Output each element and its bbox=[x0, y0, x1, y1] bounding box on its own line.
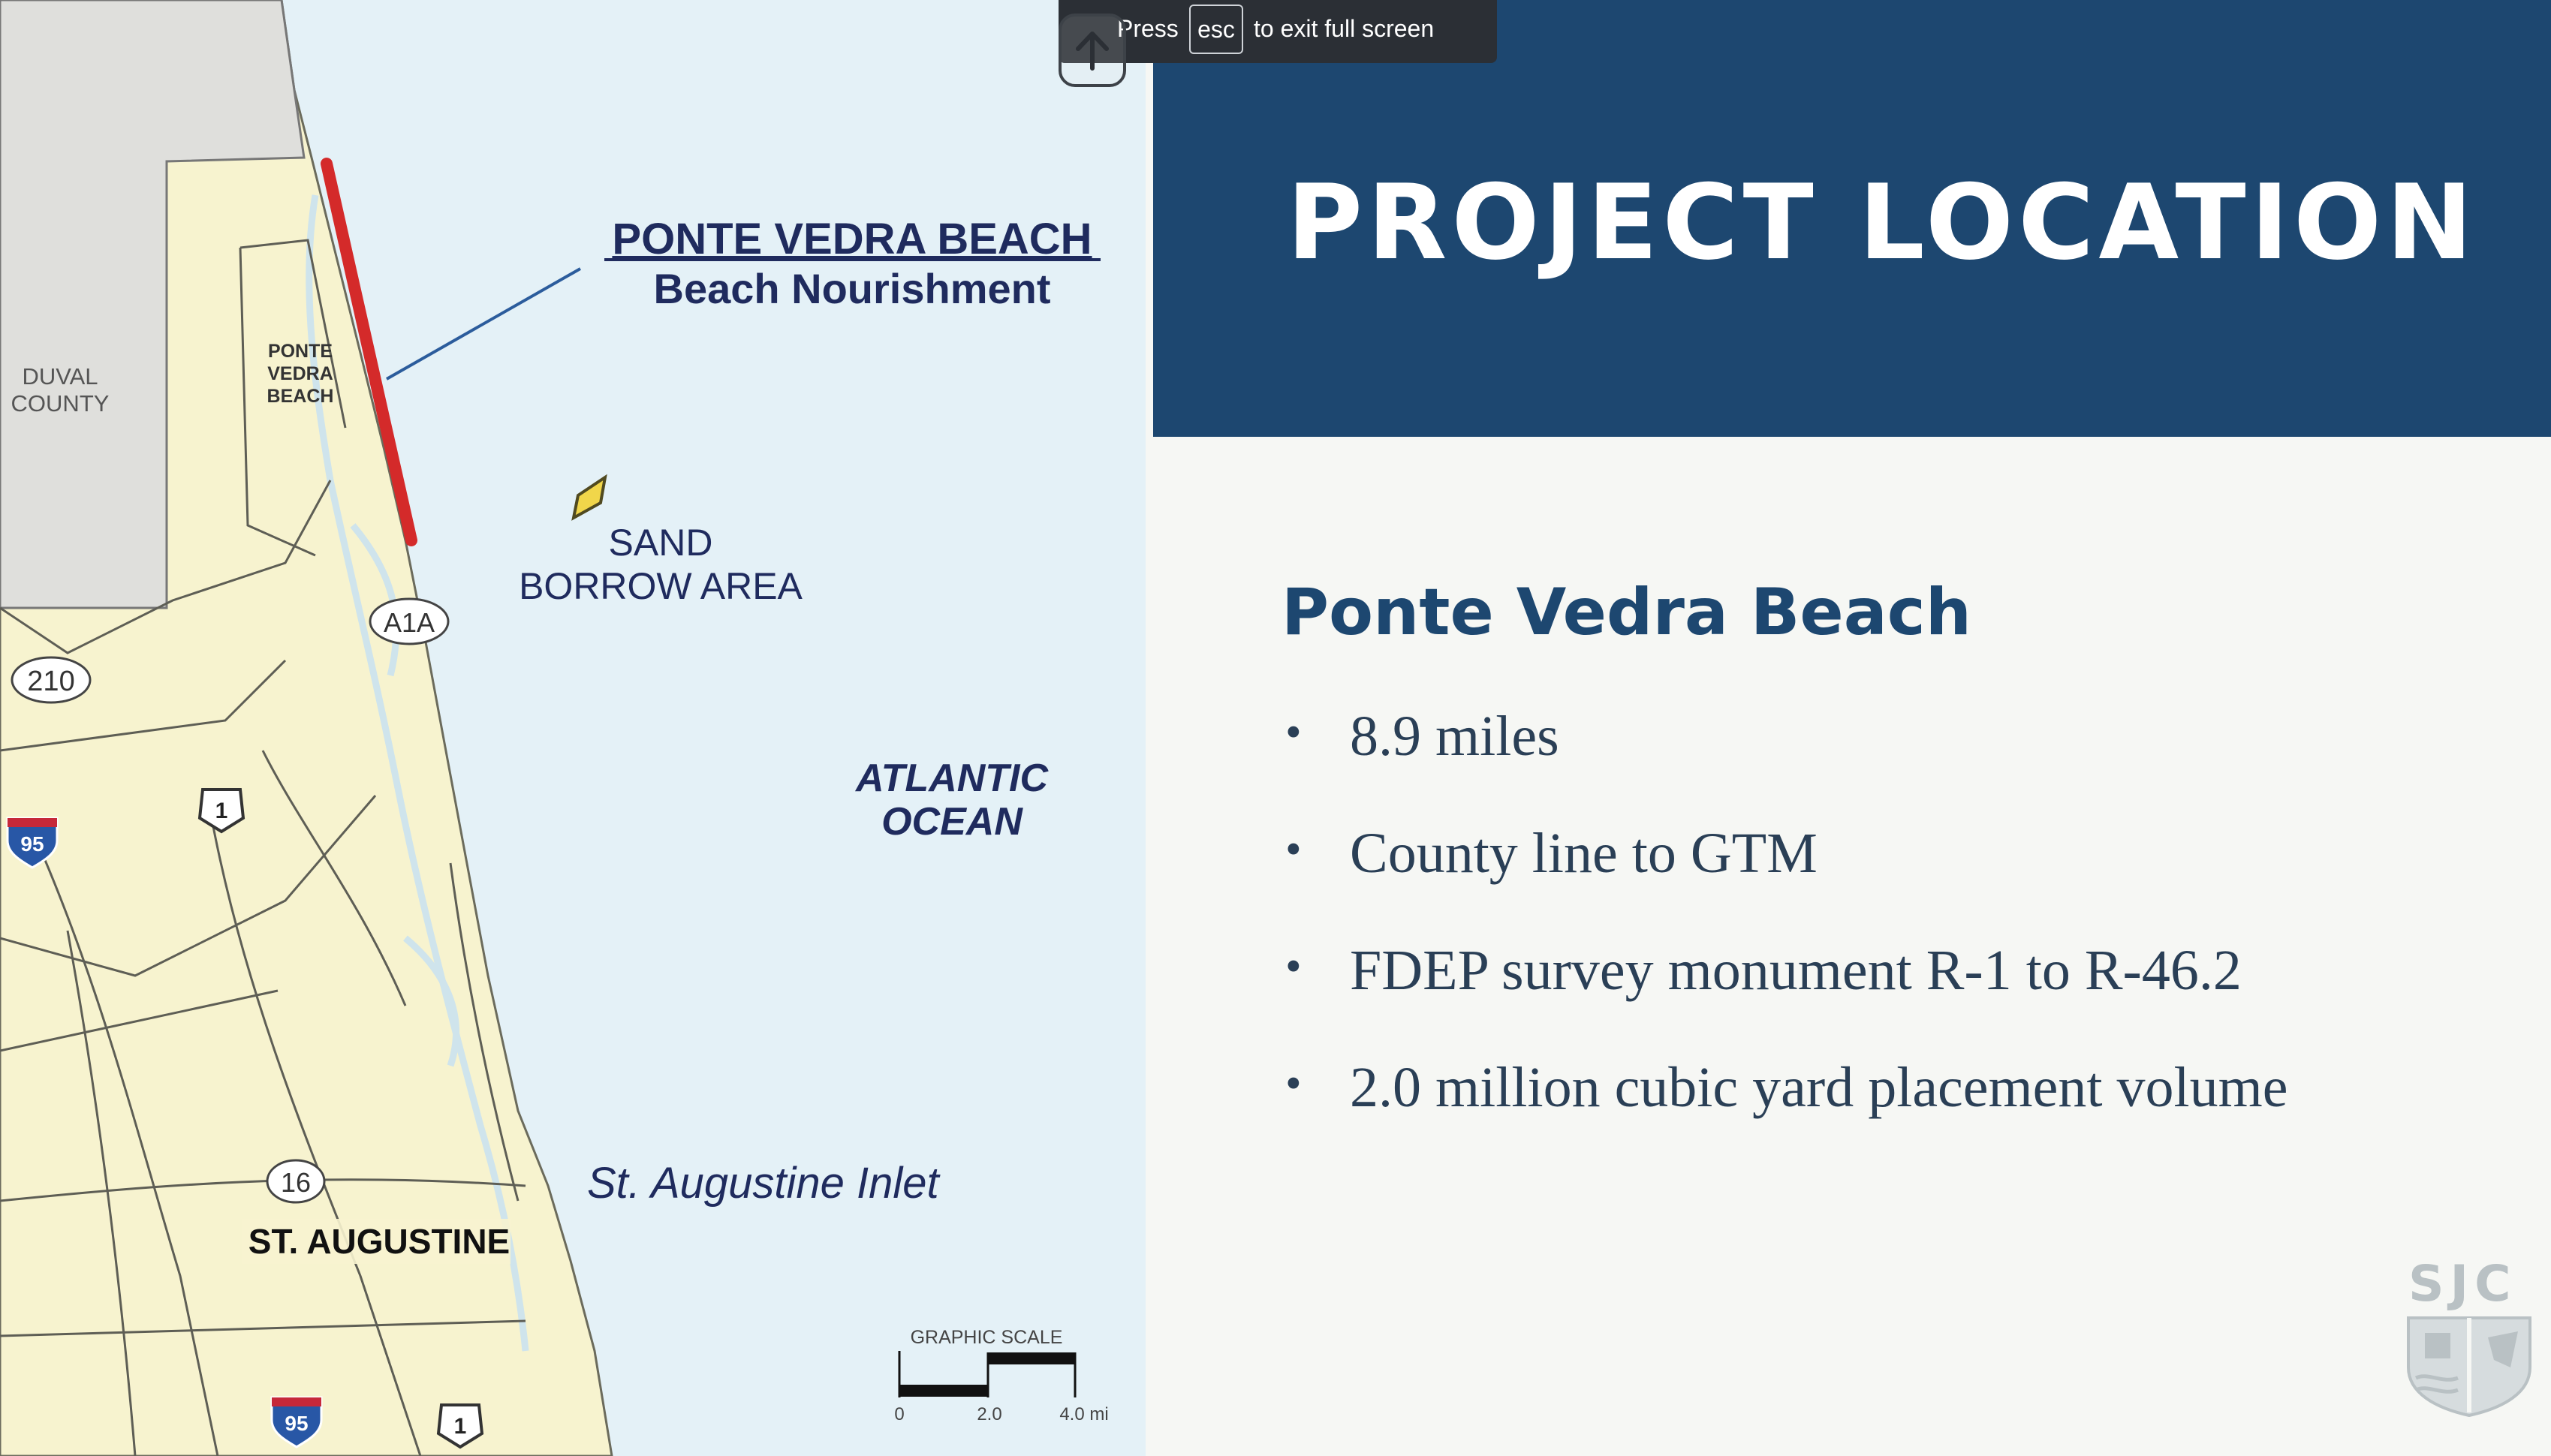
bullet-icon: • bbox=[1285, 824, 1302, 875]
project-map bbox=[0, 0, 1146, 1456]
town-label-line1: PONTE bbox=[267, 341, 333, 362]
route-shield-a1a bbox=[370, 599, 448, 644]
ocean-label-line2: OCEAN bbox=[881, 800, 1023, 844]
city-label: ST. AUGUSTINE bbox=[248, 1222, 511, 1261]
project-sublabel: Beach Nourishment bbox=[653, 265, 1051, 312]
town-label-line3: BEACH bbox=[267, 386, 334, 407]
svg-text:16: 16 bbox=[280, 1167, 312, 1198]
sjc-logo-text: SJC bbox=[2408, 1255, 2517, 1313]
bullet-item: • FDEP survey monument R-1 to R-46.2 bbox=[1285, 939, 2242, 1002]
fullscreen-notice-press: Press bbox=[1117, 15, 1179, 42]
bullet-item: • County line to GTM bbox=[1285, 822, 1818, 885]
route-shield-16 bbox=[267, 1160, 324, 1202]
svg-text:210: 210 bbox=[27, 666, 75, 697]
title-banner bbox=[1153, 0, 2551, 437]
exit-fullscreen-button[interactable] bbox=[1059, 14, 1126, 87]
bullet-icon: • bbox=[1285, 941, 1302, 992]
inlet-label: St. Augustine Inlet bbox=[587, 1159, 939, 1208]
project-label: PONTE VEDRA BEACH bbox=[612, 215, 1092, 263]
slide-subtitle: Ponte Vedra Beach bbox=[1282, 575, 1971, 650]
slide-text-panel bbox=[1146, 0, 2551, 1456]
svg-text:GRAPHIC SCALE: GRAPHIC SCALE bbox=[910, 1327, 1063, 1348]
svg-text:1: 1 bbox=[215, 799, 228, 823]
svg-text:A1A: A1A bbox=[383, 607, 435, 638]
svg-text:1: 1 bbox=[453, 1414, 467, 1439]
bullet-item: • 8.9 miles bbox=[1285, 705, 1559, 768]
sand-label-line2: BORROW AREA bbox=[519, 565, 803, 607]
county-label-line1: DUVAL bbox=[22, 363, 98, 390]
route-shield-210 bbox=[12, 657, 90, 702]
bullet-list bbox=[1285, 704, 2287, 1172]
sjc-shield-icon bbox=[2405, 1315, 2533, 1417]
town-label-line2: VEDRA bbox=[267, 363, 333, 384]
ocean-label-line1: ATLANTIC bbox=[855, 757, 1049, 800]
arrow-up-icon bbox=[1074, 29, 1111, 71]
fullscreen-notice-rest: to exit full screen bbox=[1254, 15, 1435, 42]
bullet-item: • 2.0 million cubic yard placement volume bbox=[1285, 1056, 2288, 1119]
bullet-icon: • bbox=[1285, 707, 1302, 758]
bullet-icon: • bbox=[1285, 1058, 1302, 1109]
sand-label-line1: SAND bbox=[608, 522, 713, 564]
svg-text:95: 95 bbox=[285, 1412, 309, 1435]
county-label-line2: COUNTY bbox=[11, 390, 110, 417]
svg-text:4.0 mi: 4.0 mi bbox=[1059, 1404, 1109, 1424]
svg-text:95: 95 bbox=[20, 832, 44, 856]
svg-text:0: 0 bbox=[894, 1404, 905, 1424]
slide-title: PROJECT LOCATION bbox=[1287, 162, 2477, 283]
esc-key-hint: esc bbox=[1189, 5, 1243, 54]
svg-text:2.0: 2.0 bbox=[977, 1404, 1002, 1424]
